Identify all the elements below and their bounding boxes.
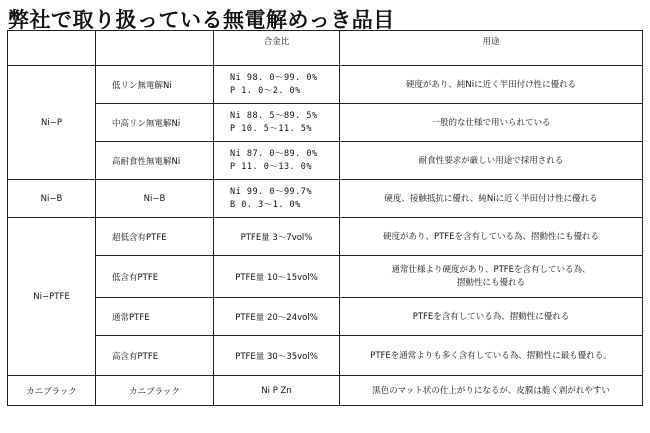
table-row xyxy=(8,376,643,406)
usage-cell xyxy=(340,336,643,376)
usage-cell xyxy=(340,142,643,180)
header-usage: 用途 xyxy=(340,31,643,66)
header-group xyxy=(8,31,96,66)
ratio-line-2: P 11. 0〜13. 0% xyxy=(230,161,313,172)
ratio-line-1: PTFE量 3〜7vol% xyxy=(240,232,313,243)
usage-cell xyxy=(340,180,643,218)
table-row xyxy=(8,256,643,298)
usage-text: 一般的な仕様で用いられている xyxy=(431,117,551,128)
ratio-line-1: Ni 88. 5〜89. 5% xyxy=(230,110,318,121)
header-row xyxy=(8,31,643,66)
type-cell: 高耐食性無電解Ni xyxy=(96,142,214,180)
group-cell-ni-p: Ni−P xyxy=(8,66,96,180)
table-row xyxy=(8,218,643,256)
type-cell: 中高リン無電解Ni xyxy=(96,104,214,142)
table-row xyxy=(8,104,643,142)
usage-text: 硬度があり、PTFEを含有している為、摺動性にも優れる xyxy=(382,231,600,242)
type-cell: 高含有PTFE xyxy=(96,336,214,376)
plating-spec-table xyxy=(7,30,643,406)
ratio-line-1: PTFE量 20〜24vol% xyxy=(235,312,318,323)
usage-text: 黒色のマット状の仕上がりになるが、皮膜は脆く剥がれやすい xyxy=(372,385,610,396)
type-cell: 通常PTFE xyxy=(96,298,214,336)
table-row xyxy=(8,142,643,180)
usage-cell xyxy=(340,298,643,336)
ratio-cell xyxy=(214,66,340,104)
ratio-cell xyxy=(214,256,340,298)
usage-cell xyxy=(340,376,643,406)
type-cell: 低リン無電解Ni xyxy=(96,66,214,104)
table-row xyxy=(8,180,643,218)
usage-text: 硬度があり、純Niに近く半田付け性に優れる xyxy=(405,79,577,90)
ratio-cell xyxy=(214,376,340,406)
type-cell: Ni−B xyxy=(96,180,214,218)
ratio-cell xyxy=(214,180,340,218)
usage-text-2: 摺動性にも優れる xyxy=(456,277,525,288)
ratio-line-1: Ni 99. 0〜99.7% xyxy=(230,186,313,197)
group-cell-kani-black: カニブラック xyxy=(8,376,96,406)
usage-cell xyxy=(340,218,643,256)
table-row xyxy=(8,66,643,104)
ratio-line-1: Ni 87. 0〜89. 0% xyxy=(230,148,318,159)
usage-cell xyxy=(340,66,643,104)
type-cell: 超低含有PTFE xyxy=(96,218,214,256)
page-title: 弊社で取り扱っている無電解めっき品目 xyxy=(8,8,395,32)
type-cell: カニブラック xyxy=(96,376,214,406)
usage-cell xyxy=(340,256,643,298)
ratio-line-2: P 1. 0〜2. 0% xyxy=(230,85,301,96)
ratio-line-1: PTFE量 10〜15vol% xyxy=(235,272,318,283)
group-cell-ni-ptfe: Ni−PTFE xyxy=(8,218,96,376)
ratio-line-1: PTFE量 30〜35vol% xyxy=(235,351,318,362)
usage-text: 通常仕様より硬度があり、PTFEを含有している為、 xyxy=(391,264,591,275)
type-cell: 低含有PTFE xyxy=(96,256,214,298)
usage-text: PTFEを通常よりも多く含有している為、摺動性に最も優れる。 xyxy=(370,350,612,361)
ratio-cell xyxy=(214,336,340,376)
ratio-cell xyxy=(214,218,340,256)
ratio-line-2: P 10. 5〜11. 5% xyxy=(230,123,313,134)
usage-text: 耐食性要求が厳しい用途で採用される xyxy=(418,155,564,166)
header-type xyxy=(96,31,214,66)
usage-text: 硬度、接触抵抗に優れ、純Niに近く半田付け性に優れる xyxy=(384,193,598,204)
usage-text: PTFEを含有している為、摺動性に優れる xyxy=(412,311,570,322)
usage-cell xyxy=(340,104,643,142)
ratio-line-1: Ni 98. 0〜99. 0% xyxy=(230,72,318,83)
ratio-line-2: B 0. 3〜1. 0% xyxy=(230,199,301,210)
ratio-cell xyxy=(214,142,340,180)
ratio-line-1: Ni P Zn xyxy=(261,385,292,396)
ratio-cell xyxy=(214,298,340,336)
table-row xyxy=(8,336,643,376)
header-ratio: 合金比 xyxy=(214,31,340,66)
table-row xyxy=(8,298,643,336)
group-cell-ni-b: Ni−B xyxy=(8,180,96,218)
ratio-cell xyxy=(214,104,340,142)
